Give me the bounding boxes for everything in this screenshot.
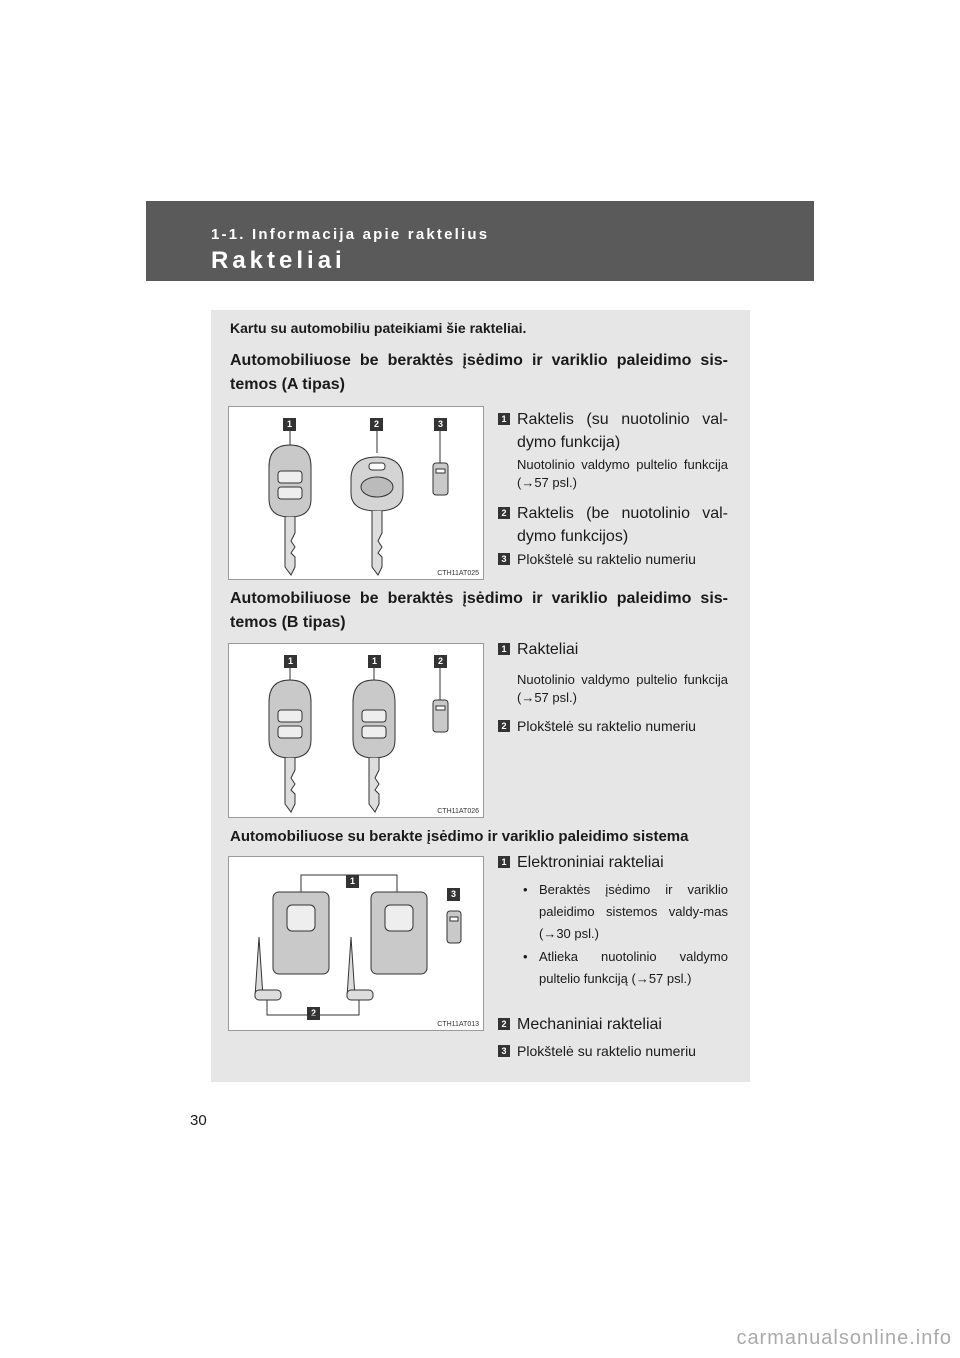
item-label: Plokštelė su raktelio numeriu — [517, 718, 696, 734]
section-b-heading: Automobiliuose be beraktės įsėdimo ir variklio paleidimo sis-temos (B tipas) — [230, 590, 728, 631]
figure-label: 1 — [368, 655, 381, 668]
item-number: 1 — [498, 643, 510, 655]
figure-label: 3 — [447, 888, 460, 901]
item-number: 2 — [498, 720, 510, 732]
bullet-text: Atlieka nuotolinio valdymo pultelio funkciją (→57 psl.) — [539, 949, 728, 986]
figure-label: 2 — [434, 655, 447, 668]
intro-text: Kartu su automobiliu pateikiami šie rakteliai. — [230, 320, 527, 336]
item-label: Plokštelė su raktelio numeriu — [517, 551, 696, 567]
keys-illustration — [229, 407, 483, 579]
bullet-text: Beraktės įsėdimo ir variklio paleidimo sistemos valdy-mas (→30 psl.) — [539, 882, 728, 941]
list-item — [498, 715, 728, 738]
figure-label: 1 — [346, 875, 359, 888]
figure-label: 2 — [307, 1007, 320, 1020]
list-item — [498, 1040, 728, 1063]
figure-code: CTH11AT025 — [437, 570, 479, 577]
section-label: 1-1. Informacija apie raktelius — [211, 226, 490, 243]
item-number: 3 — [498, 1045, 510, 1057]
item-label: Raktelis (su nuotolinio val-dymo funkcija) — [517, 411, 728, 451]
figure-label: 2 — [370, 418, 383, 431]
figure-label: 1 — [283, 418, 296, 431]
page-number: 30 — [190, 1112, 207, 1129]
item-note: Nuotolinio valdymo pultelio funkcija (→57 psl.) — [517, 672, 728, 705]
item-label: Plokštelė su raktelio numeriu — [517, 1043, 696, 1059]
item-label: Elektroniniai rakteliai — [517, 854, 664, 871]
list-item — [498, 408, 728, 454]
item-number: 1 — [498, 856, 510, 868]
chapter-header — [146, 201, 814, 281]
list-item — [498, 502, 728, 548]
keys-illustration — [229, 644, 483, 817]
item-number: 2 — [498, 1018, 510, 1030]
item-note: Nuotolinio valdymo pultelio funkcija (→57 psl.) — [517, 457, 728, 490]
item-label: Rakteliai — [517, 641, 579, 658]
list-item — [498, 851, 728, 874]
bullet-icon: • — [523, 882, 528, 897]
item-number: 2 — [498, 507, 510, 519]
figure-keys-type-b — [228, 643, 484, 818]
item-label: Mechaniniai rakteliai — [517, 1016, 662, 1033]
list-item — [498, 548, 728, 571]
figure-code: CTH11AT026 — [437, 808, 479, 815]
section-a-heading: Automobiliuose be beraktės įsėdimo ir variklio paleidimo sis-temos (A tipas) — [230, 352, 728, 393]
list-item — [498, 1013, 728, 1036]
item-label: Raktelis (be nuotolinio val-dymo funkcijos) — [517, 505, 728, 545]
figure-keys-type-a — [228, 406, 484, 580]
bullet-item — [517, 879, 728, 945]
bullet-item — [517, 946, 728, 990]
figure-label: 1 — [284, 655, 297, 668]
figure-code: CTH11AT013 — [437, 1021, 479, 1028]
item-number: 1 — [498, 413, 510, 425]
bullet-icon: • — [523, 949, 528, 964]
item-number: 3 — [498, 553, 510, 565]
list-item — [498, 638, 728, 661]
section-c-heading: Automobiliuose su berakte įsėdimo ir variklio paleidimo sistema — [230, 828, 689, 845]
page-title: Rakteliai — [211, 247, 346, 274]
watermark: carmanualsonline.info — [736, 1327, 952, 1349]
figure-label: 3 — [434, 418, 447, 431]
figure-smart-keys — [228, 856, 484, 1031]
keys-illustration — [229, 857, 483, 1030]
